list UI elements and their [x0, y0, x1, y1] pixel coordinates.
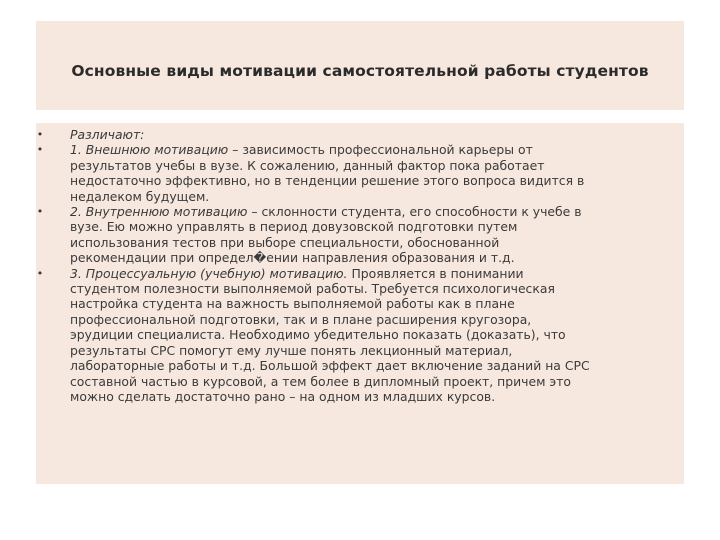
text-line: студентом полезности выполняемой работы. Требуется психологическая	[70, 281, 555, 297]
text-line: 3. Процессуальную (учебную) мотивацию. Проявляется в понимании	[70, 265, 524, 281]
title-panel	[36, 21, 684, 110]
list-item	[34, 142, 682, 204]
text-line: рекомендации при определ�ении направления образования и т.д.	[70, 250, 515, 266]
bullet-list	[34, 127, 682, 404]
text-line: настройка студента на важность выполняемой работы как в плане	[70, 296, 515, 312]
slide-title: Основные виды мотивации самостоятельной работы студентов	[71, 62, 649, 80]
text-line: недалеком будущем.	[70, 188, 210, 204]
bullet-icon: •	[36, 143, 44, 157]
text-line: 2. Внутреннюю мотивацию – склонности студента, его способности к учебе в	[70, 204, 582, 220]
text-line: использования тестов при выборе специальности, обоснованной	[70, 234, 500, 250]
bullet-icon: •	[36, 205, 44, 219]
text-line: результаты СРС помогут ему лучше понять лекционный материал,	[70, 342, 513, 358]
text-line: 1. Внешнюю мотивацию – зависимость профессиональной карьеры от	[70, 142, 533, 158]
bullet-icon: •	[36, 128, 44, 141]
text-line: Различают:	[70, 127, 145, 142]
text-line: вузе. Ею можно управлять в период довузовской подготовки путем	[70, 219, 518, 235]
bullet-icon: •	[36, 266, 44, 280]
list-item	[34, 127, 682, 142]
text-line: составной частью в курсовой, а тем более в дипломный проект, причем это	[70, 373, 572, 389]
text-line: лабораторные работы и т.д. Большой эффект дает включение заданий на СРС	[70, 358, 590, 374]
text-line: результатов учебы в вузе. К сожалению, данный фактор пока работает	[70, 157, 545, 173]
text-line: можно сделать достаточно рано – на одном из младших курсов.	[70, 388, 496, 404]
text-line: эрудиции специалиста. Необходимо убедительно показать (доказать), что	[70, 327, 566, 343]
list-item	[34, 266, 682, 405]
list-item	[34, 204, 682, 266]
text-line: недостаточно эффективно, но в тенденции решение этого вопроса видится в	[70, 173, 585, 189]
text-line: профессиональной подготовки, так и в плане расширения кругозора,	[70, 311, 532, 327]
